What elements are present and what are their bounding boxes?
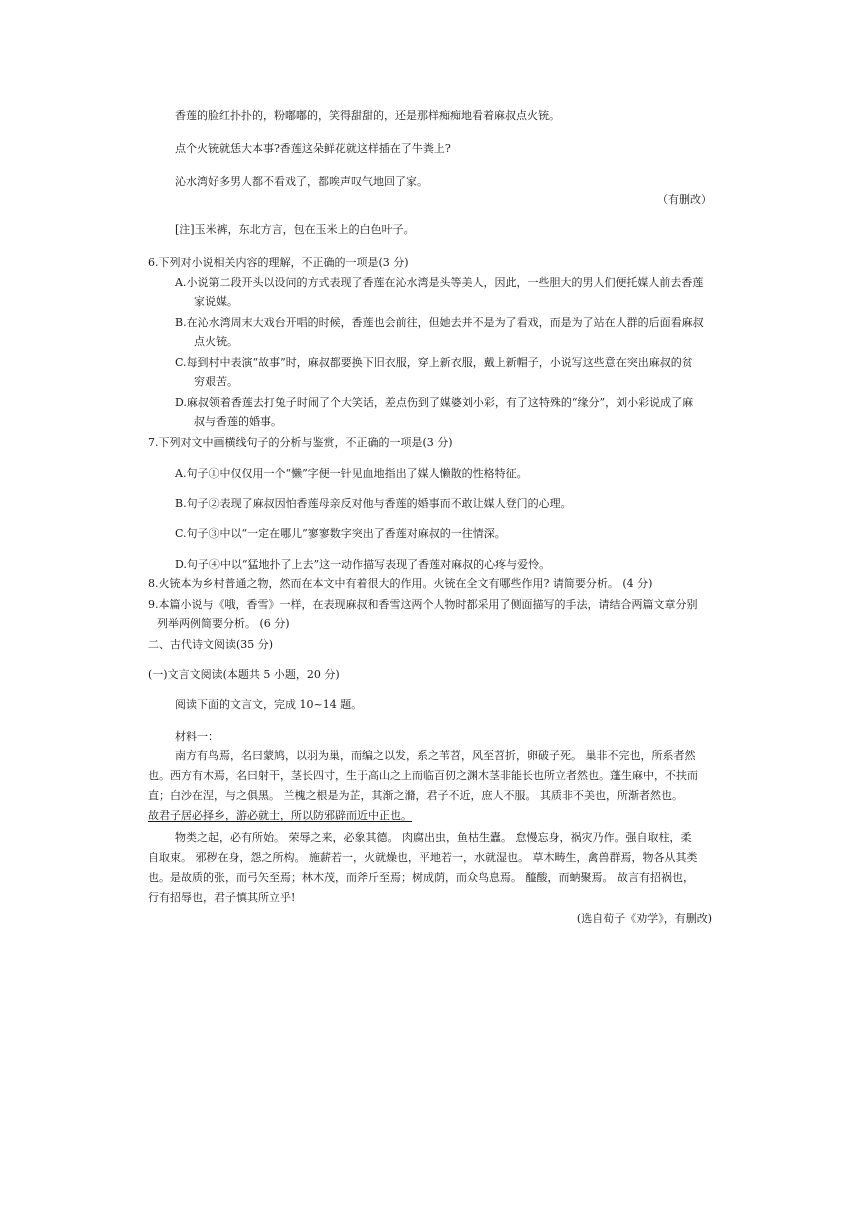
question-7-stem: 7.下列对文中画横线句子的分析与鉴赏，不正确的一项是(3 分) — [148, 436, 453, 449]
classical-text-line: 直；白沙在涅，与之俱黑。 兰槐之根是为芷，其渐之滫，君子不近，庶人不服。 其质非不美也，所渐者然也。 — [148, 789, 683, 802]
story-paragraph-2: 点个火铳就恁大本事?香莲这朵鲜花就这样插在了牛粪上? — [175, 142, 451, 155]
section-2-subtitle: (一)文言文阅读(本题共 5 小题，20 分) — [148, 668, 340, 681]
story-paragraph-1: 香莲的脸红扑扑的，粉嘟嘟的，笑得甜甜的，还是那样痴痴地看着麻叔点火铳。 — [175, 109, 560, 122]
question-6-stem: 6.下列对小说相关内容的理解，不正确的一项是(3 分) — [148, 256, 409, 269]
question-7-option-d: D.句子④中以“猛地扑了上去”这一动作描写表现了香莲对麻叔的心疼与爱怜。 — [175, 558, 551, 571]
question-8: 8.火铳本为乡村普通之物，然而在本文中有着很大的作用。火铳在全文有哪些作用? 请简要分析。 (4 分) — [148, 577, 653, 590]
classical-text-line: 行有招辱也，君子慎其所立乎! — [148, 891, 296, 904]
question-6-option-a-line-2: 家说媒。 — [194, 295, 238, 308]
question-9-line-1: 9.本篇小说与《哦，香雪》一样，在表现麻叔和香雪这两个人物时都采用了侧面描写的手法，请结合两篇文章分别 — [148, 598, 698, 611]
classical-text-source: (选自荀子《劝学》，有删改) — [576, 912, 712, 925]
classical-text-underlined-line: 故君子居必择乡，游必就士，所以防邪辟而近中正也。 — [148, 809, 412, 822]
classical-text-line: 也。是故质的张，而弓矢至焉；林木茂，而斧斤至焉；树成荫，而众鸟息焉。 醯酸，而蚋聚焉。 故言有招祸也， — [148, 871, 694, 884]
question-7-option-c: C.句子③中以“一定在哪儿”寥寥数字突出了香莲对麻叔的一往情深。 — [175, 527, 506, 540]
question-6-option-d-line-1: D.麻叔领着香莲去打兔子时闹了个大笑话，差点伤到了媒婆刘小彩，有了这特殊的“缘分”，刘小彩说成了麻 — [175, 396, 694, 409]
question-6-option-c-line-1: C.每到村中表演“故事”时，麻叔都要换下旧衣服，穿上新衣服，戴上新帽子，小说写这些意在突出麻叔的贫 — [175, 356, 693, 369]
question-7-option-b: B.句子②表现了麻叔因怕香莲母亲反对他与香莲的婚事而不敢让媒人登门的心理。 — [175, 497, 572, 510]
story-source-note: （有删改） — [657, 193, 712, 206]
classical-text-line: 物类之起，必有所始。 荣辱之来，必象其德。 肉腐出虫，鱼枯生蠹。 怠慢忘身，祸灾乃作。强自取柱，柔 — [175, 831, 692, 844]
question-7-option-a: A.句子①中仅仅用一个“懒”字便一针见血地指出了媒人懒散的性格特征。 — [175, 467, 528, 480]
question-6-option-a-line-1: A.小说第二段开头以设问的方式表现了香莲在沁水湾是头等美人，因此，一些胆大的男人们便托媒人前去香莲 — [175, 276, 704, 289]
question-6-option-b-line-1: B.在沁水湾周末大戏台开唱的时候，香莲也会前往，但她去并不是为了看戏，而是为了站在人群的后面看麻叔 — [175, 316, 704, 329]
question-6-option-b-line-2: 点火铳。 — [194, 335, 238, 348]
material-label: 材料一： — [175, 730, 219, 743]
question-6-option-d-line-2: 叔与香莲的婚事。 — [194, 415, 282, 428]
classical-text-line: 自取束。 邪秽在身，怨之所构。 施薪若一，火就燥也，平地若一，水就湿也。 草木畴生，禽兽群焉，物各从其类 — [148, 851, 698, 864]
story-annotation: [注]玉米裤，东北方言，包在玉米上的白色叶子。 — [175, 223, 415, 236]
question-6-option-c-line-2: 穷艰苦。 — [194, 375, 238, 388]
classical-text-line: 也。西方有木焉，名曰射干，茎长四寸，生于高山之上而临百仞之渊木茎非能长也所立者然也。蓬生麻中，不扶而 — [148, 769, 698, 782]
story-paragraph-3: 沁水湾好多男人都不看戏了，都唉声叹气地回了家。 — [175, 175, 428, 188]
section-2-title: 二、古代诗文阅读(35 分) — [148, 638, 274, 651]
question-9-line-2: 列举两例简要分析。 (6 分) — [157, 617, 290, 630]
reading-instruction: 阅读下面的文言文，完成 10~14 题。 — [175, 698, 363, 711]
classical-text-line: 南方有鸟焉，名曰蒙鸠，以羽为巢，而编之以发，系之苇苕，风至苕折，卵破子死。 巢非不完也，所系者然 — [175, 749, 696, 762]
